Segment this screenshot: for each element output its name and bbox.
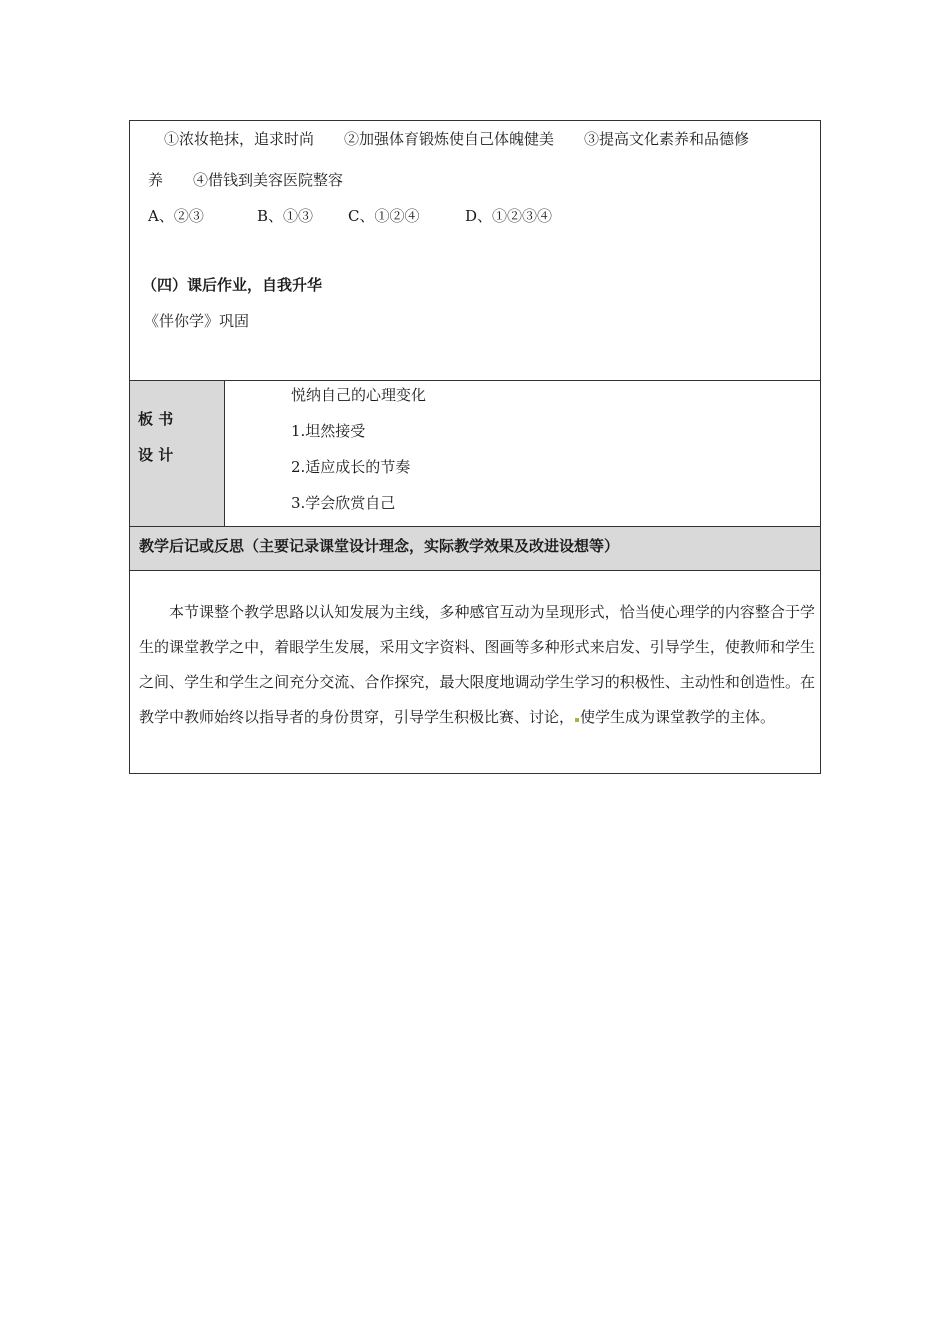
reflection-text-part-2: 使学生成为课堂教学的主体。 (580, 708, 776, 726)
reflection-text-part-1: 本节课整个教学思路以认知发展为主线，多种感官互动为呈现形式，恰当使心理学的内容整合于学生的课堂教学之中，着眼学生发展，采用文字资料、图画等多种形式来启发、引导学生，使教师和学生之间、学生和学生之间充分交流、合作探究，最大限度地调动学生学习的积极性、主动性和创造性。在教学中教师始终以指导者的身份贯穿，引导学生积极比赛、讨论， (139, 603, 815, 726)
highlight-marker-icon (575, 718, 579, 722)
homework-text: 《伴你学》巩固 (144, 312, 250, 330)
answer-b: B、①③ (257, 207, 314, 225)
reflection-paragraph (139, 595, 815, 735)
answer-a: A、②③ (148, 207, 204, 225)
options-line-1: ①浓妆艳抹，追求时尚 ②加强体育锻炼使自己体魄健美 ③提高文化素养和品德修 (164, 130, 750, 148)
board-item-2: 2.适应成长的节奏 (291, 458, 411, 476)
lesson-plan-table (129, 120, 821, 774)
board-item-1: 1.坦然接受 (291, 422, 366, 440)
reflection-heading: 教学后记或反思（主要记录课堂设计理念，实际教学效果及改进设想等） (139, 537, 620, 555)
answer-d: D、①②③④ (465, 207, 553, 225)
reflection-heading-row (130, 527, 820, 571)
board-label-line-1: 板 书 (138, 410, 174, 428)
board-label-line-2: 设 计 (138, 446, 174, 464)
exercise-section (130, 121, 820, 381)
board-item-3: 3.学会欣赏自己 (291, 494, 396, 512)
board-design-section (130, 381, 820, 527)
homework-section-title: （四）课后作业，自我升华 (142, 276, 323, 294)
board-title: 悦纳自己的心理变化 (291, 386, 427, 404)
options-line-2: 养 ④借钱到美容医院整容 (148, 171, 344, 189)
board-design-label-cell (130, 381, 225, 526)
reflection-body-row (130, 571, 820, 773)
answer-c: C、①②④ (348, 207, 420, 225)
